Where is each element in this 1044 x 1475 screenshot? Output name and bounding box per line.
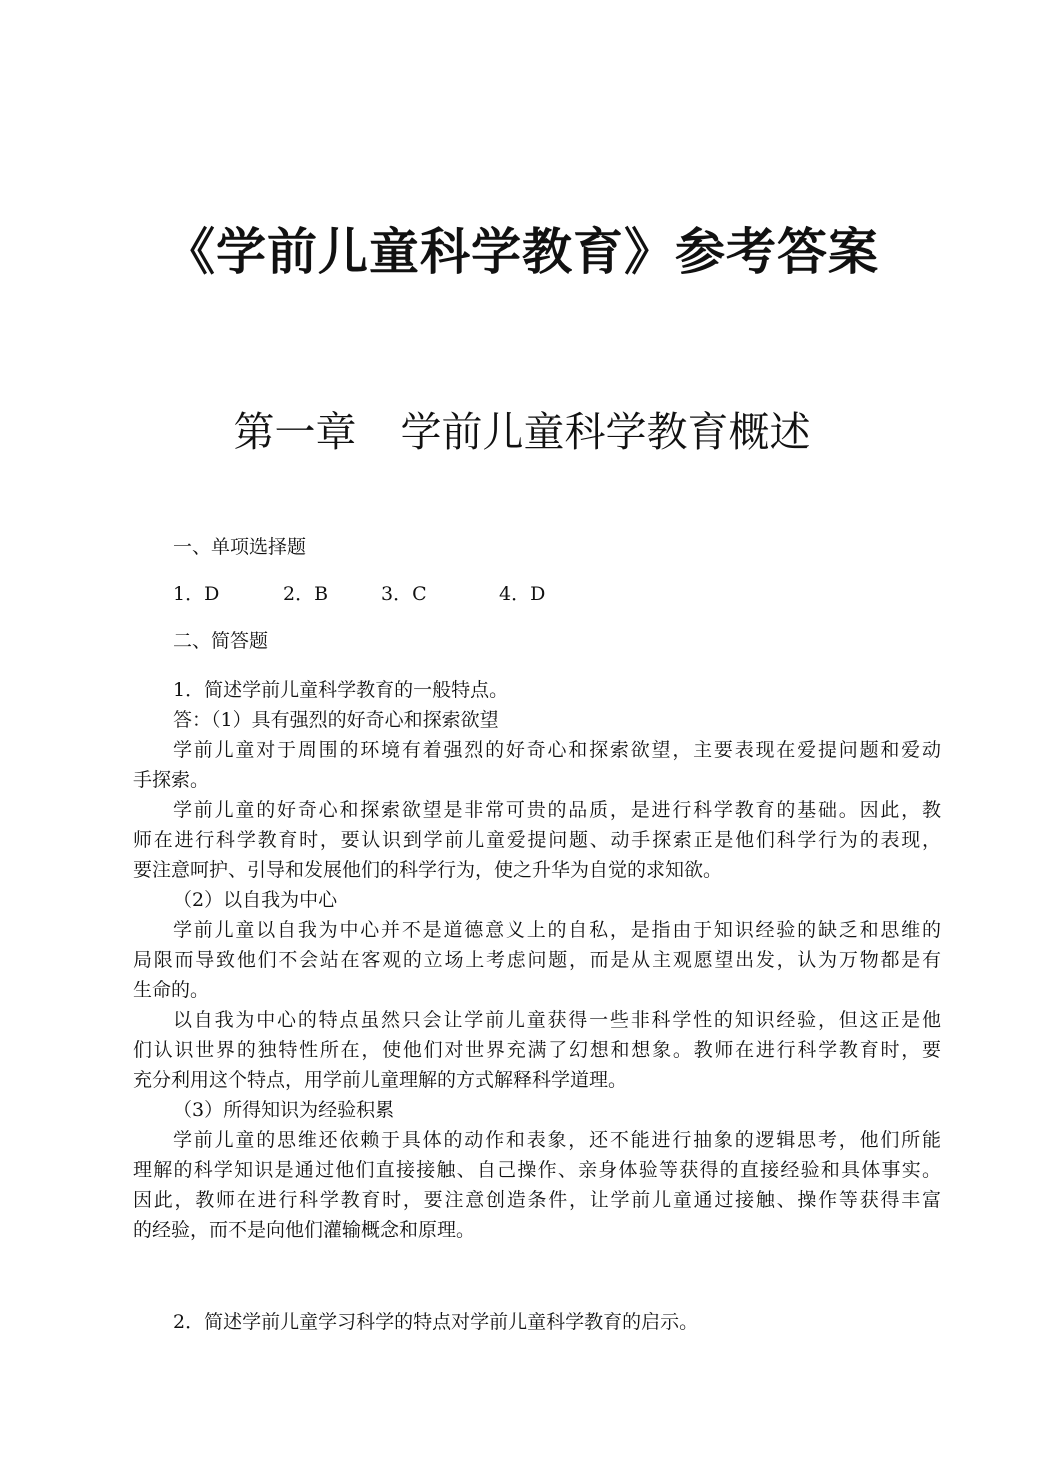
paragraph-line: 局限而导致他们不会站在客观的立场上考虑问题，而是从主观愿望出发，认为万物都是有: [133, 949, 941, 971]
chapter-name: 学前儿童科学教育概述: [400, 408, 811, 456]
question-1-block: [133, 675, 941, 1245]
paragraph-line: 师在进行科学教育时，要认识到学前儿童爱提问题、动手探索正是他们科学行为的表现，: [133, 829, 941, 851]
paragraph-line: 们认识世界的独特性所在，使他们对世界充满了幻想和想象。教师在进行科学教育时，要: [133, 1039, 941, 1061]
chapter-title: [0, 404, 1044, 460]
choice-answers: [133, 578, 941, 610]
paragraph-line: 因此，教师在进行科学教育时，要注意创造条件，让学前儿童通过接触、操作等获得丰富: [133, 1189, 941, 1211]
section-heading-short: 二、简答题: [173, 630, 269, 652]
answer-intro: 答：（1）具有强烈的好奇心和探索欲望: [173, 709, 499, 731]
question-2-block: [133, 1307, 941, 1337]
section-short-answer: [133, 625, 941, 657]
paragraph-line: 手探索。: [133, 769, 210, 791]
chapter-number: 第一章: [233, 408, 357, 456]
answer-4: 4．D: [499, 583, 546, 605]
section-heading-choice: 一、单项选择题: [173, 536, 307, 558]
answer-2: 2．B: [283, 583, 329, 605]
paragraph-line: 学前儿童的思维还依赖于具体的动作和表象，还不能进行抽象的逻辑思考，他们所能: [173, 1129, 941, 1151]
point-2-heading: （2）以自我为中心: [173, 889, 338, 911]
paragraph-line: 要注意呵护、引导和发展他们的科学行为，使之升华为自觉的求知欲。: [133, 859, 723, 881]
paragraph-line: 充分利用这个特点，用学前儿童理解的方式解释科学道理。: [133, 1069, 628, 1091]
paragraph-line: 学前儿童的好奇心和探索欲望是非常可贵的品质，是进行科学教育的基础。因此，教: [173, 799, 941, 821]
point-3-heading: （3）所得知识为经验积累: [173, 1099, 395, 1121]
question-2: 2．简述学前儿童学习科学的特点对学前儿童科学教育的启示。: [173, 1311, 699, 1333]
paragraph-line: 以自我为中心的特点虽然只会让学前儿童获得一些非科学性的知识经验，但这正是他: [173, 1009, 941, 1031]
paragraph-line: 学前儿童对于周围的环境有着强烈的好奇心和探索欲望，主要表现在爱提问题和爱动: [173, 739, 941, 761]
answer-1: 1．D: [173, 583, 220, 605]
section-choice: [133, 531, 941, 563]
question-1: 1．简述学前儿童科学教育的一般特点。: [173, 679, 509, 701]
answer-3: 3．C: [381, 583, 427, 605]
paragraph-line: 生命的。: [133, 979, 210, 1001]
paragraph-line: 学前儿童以自我为中心并不是道德意义上的自私，是指由于知识经验的缺乏和思维的: [173, 919, 941, 941]
paragraph-line: 理解的科学知识是通过他们直接接触、自己操作、亲身体验等获得的直接经验和具体事实。: [133, 1159, 941, 1181]
document-title: 《学前儿童科学教育》参考答案: [165, 223, 879, 281]
paragraph-line: 的经验，而不是向他们灌输概念和原理。: [133, 1219, 476, 1241]
